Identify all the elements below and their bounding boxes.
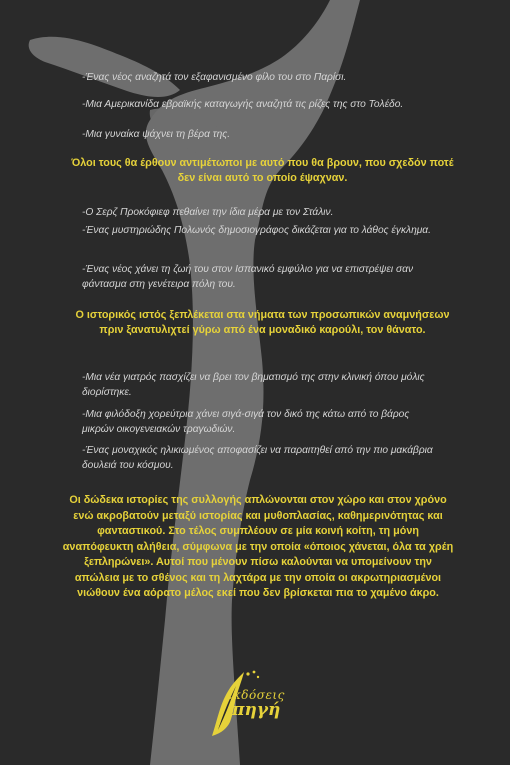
summary-paragraph: Οι δώδεκα ιστορίες της συλλογής απλώνονται στον χώρο και στον χρόνο ενώ ακροβατούν μεταξύ ιστορίας και μυθοπλασίας, καθημερινότητας και φανταστικού. Στο τέλος συμπλέουν σε μία κοινή κοίτη, τη μόνη αναπόφευκτη αλήθεια, σύμφωνα με την οποία «όποιος χάνεται, όλα τα χρέη ξεπληρώνει». Αυτοί που μένουν πίσω καλούνται να υπομείνουν την απώλεια με το σθένος και τη λαχτάρα με την οποία οι ακρωτηριασμένοι νιώθουν ένα αόρατο μέλος εκεί που δεν βρίσκεται πια το χαμένο άκρο.	[62, 494, 454, 599]
story-item: -Ένας νέος αναζητά τον εξαφανισμένο φίλο του στο Παρίσι.	[82, 72, 347, 83]
story-item: -Ένας μυστηριώδης Πολωνός δημοσιογράφος δικάζεται για το λάθος έγκλημα.	[82, 225, 431, 236]
story-item: -Μια γυναίκα ψάχνει τη βέρα της.	[82, 129, 231, 140]
story-item: -Ο Σερζ Προκόφιεφ πεθαίνει την ίδια μέρα με τον Στάλιν.	[82, 207, 334, 218]
highlight-paragraph: Ο ιστορικός ιστός ξεπλέκεται στα νήματα των προσωπικών αναμνήσεων πριν ξανατυλιχτεί γύρω από ένα μοναδικό καρούλι, τον θάνατο.	[75, 309, 450, 336]
publisher-name-line1: εκδόσεις	[226, 688, 285, 702]
story-item: -Ένας μοναχικός ηλικιωμένος αποφασίζει να παραιτηθεί από την πιο μακάβρια δουλειά του κόσμου.	[82, 445, 433, 471]
publisher-name-line2: πηγή	[232, 700, 281, 720]
story-item: -Μια φιλόδοξη χορεύτρια χάνει σιγά-σιγά τον δικό της κάτω από το βάρος μικρών οικογενειακών τραγωδιών.	[82, 409, 410, 435]
highlight-paragraph: Όλοι τους θα έρθουν αντιμέτωποι με αυτό που θα βρουν, που σχεδόν ποτέ δεν είναι αυτό το οποίο έψαχναν.	[71, 157, 454, 184]
story-item: -Μια νέα γιατρός πασχίζει να βρει τον βηματισμό της στην κλινική όπου μόλις διορίστηκε.	[82, 372, 425, 398]
story-item: -Μια Αμερικανίδα εβραϊκής καταγωγής αναζητά τις ρίζες της στο Τολέδο.	[82, 99, 404, 110]
story-item: -Ένας νέος χάνει τη ζωή του στον Ισπανικό εμφύλιο για να επιστρέψει σαν φάντασμα στη γενέτειρα πόλη του.	[82, 264, 414, 290]
